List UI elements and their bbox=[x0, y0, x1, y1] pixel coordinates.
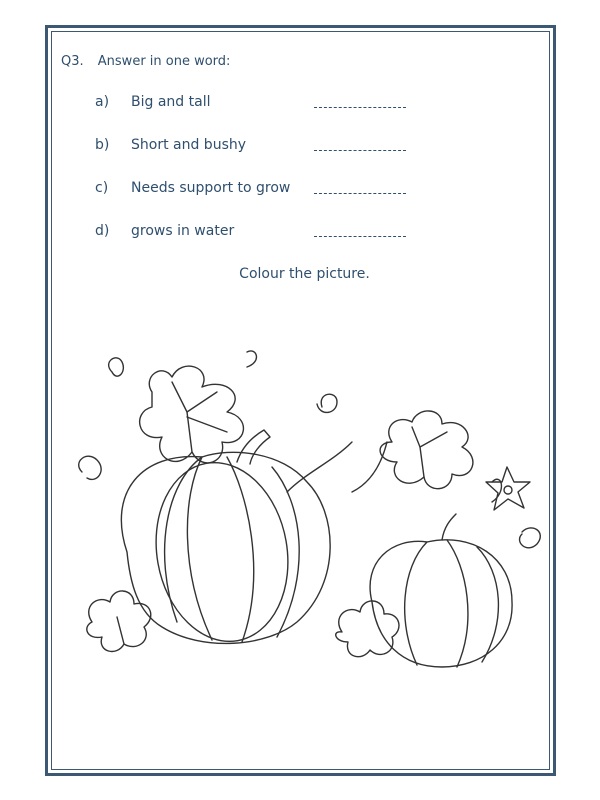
leaf-left bbox=[140, 366, 244, 463]
item-letter: d) bbox=[95, 223, 110, 239]
leaf-bottom-left bbox=[87, 591, 151, 651]
worksheet-border bbox=[45, 25, 556, 776]
item-text: Needs support to grow bbox=[131, 180, 291, 196]
item-letter: b) bbox=[95, 137, 110, 153]
item-text: Big and tall bbox=[131, 94, 211, 110]
answer-blank[interactable] bbox=[314, 235, 406, 237]
question-item-a bbox=[52, 94, 557, 116]
item-letter: c) bbox=[95, 180, 109, 196]
answer-blank[interactable] bbox=[314, 192, 406, 194]
vine-tendrils bbox=[79, 351, 541, 548]
colouring-instruction: Colour the picture. bbox=[239, 266, 370, 282]
large-pumpkin bbox=[121, 430, 330, 652]
pumpkin-colouring-illustration bbox=[52, 322, 557, 692]
question-heading bbox=[61, 54, 230, 69]
answer-blank[interactable] bbox=[314, 149, 406, 151]
answer-blank[interactable] bbox=[314, 106, 406, 108]
question-item-c bbox=[52, 180, 557, 202]
question-item-d bbox=[52, 223, 557, 245]
pumpkin-flower bbox=[486, 467, 530, 510]
item-text: Short and bushy bbox=[131, 137, 247, 153]
question-prompt: Answer in one word: bbox=[97, 54, 231, 69]
question-number: Q3. bbox=[61, 54, 84, 69]
item-letter: a) bbox=[95, 94, 110, 110]
question-item-b bbox=[52, 137, 557, 159]
leaf-right bbox=[380, 411, 473, 489]
worksheet-inner-border bbox=[51, 31, 550, 770]
small-pumpkin bbox=[370, 514, 512, 667]
leaf-bottom-middle bbox=[336, 601, 399, 657]
item-text: grows in water bbox=[131, 223, 235, 239]
